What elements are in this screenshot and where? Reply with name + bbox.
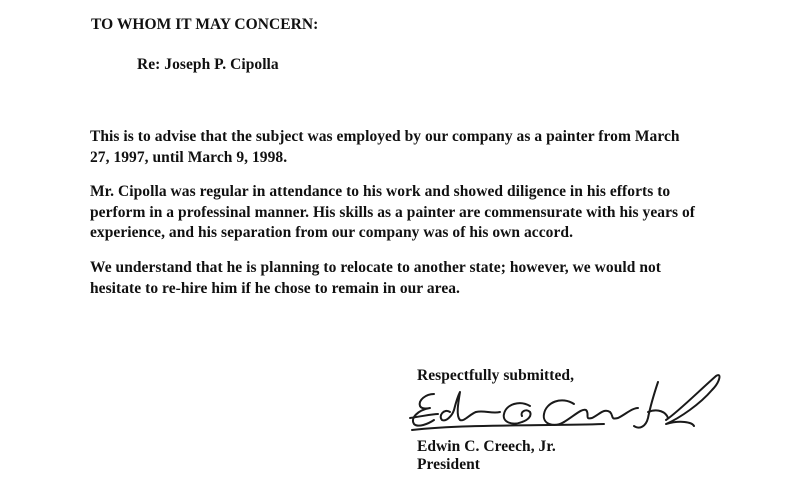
paragraph-line: We understand that he is planning to relocate to another state; however, we would not <box>90 259 662 276</box>
paragraph-line: perform in a professinal manner. His skills as a painter are commensurate with his years of <box>90 203 696 221</box>
closing: Respectfully submitted, <box>417 367 575 384</box>
subject-line: Re: Joseph P. Cipolla <box>137 56 279 73</box>
paragraph-line: This is to advise that the subject was employed by our company as a painter from March <box>90 128 680 145</box>
paragraph-employment <box>90 127 680 168</box>
signer-title: President <box>417 456 481 473</box>
paragraph-performance <box>90 182 695 244</box>
paragraph-line: hesitate to re-hire him if he chose to remain in our area. <box>90 279 460 297</box>
salutation: TO WHOM IT MAY CONCERN: <box>91 16 319 33</box>
paragraph-line: Mr. Cipolla was regular in attendance to his work and showed diligence in his efforts to <box>90 183 671 200</box>
paragraph-line: 27, 1997, until March 9, 1998. <box>90 148 288 166</box>
paragraph-rehire <box>90 258 661 299</box>
paragraph-line: experience, and his separation from our company was of his own accord. <box>90 224 573 241</box>
signer-name: Edwin C. Creech, Jr. <box>417 438 556 455</box>
handwritten-signature <box>404 368 726 440</box>
